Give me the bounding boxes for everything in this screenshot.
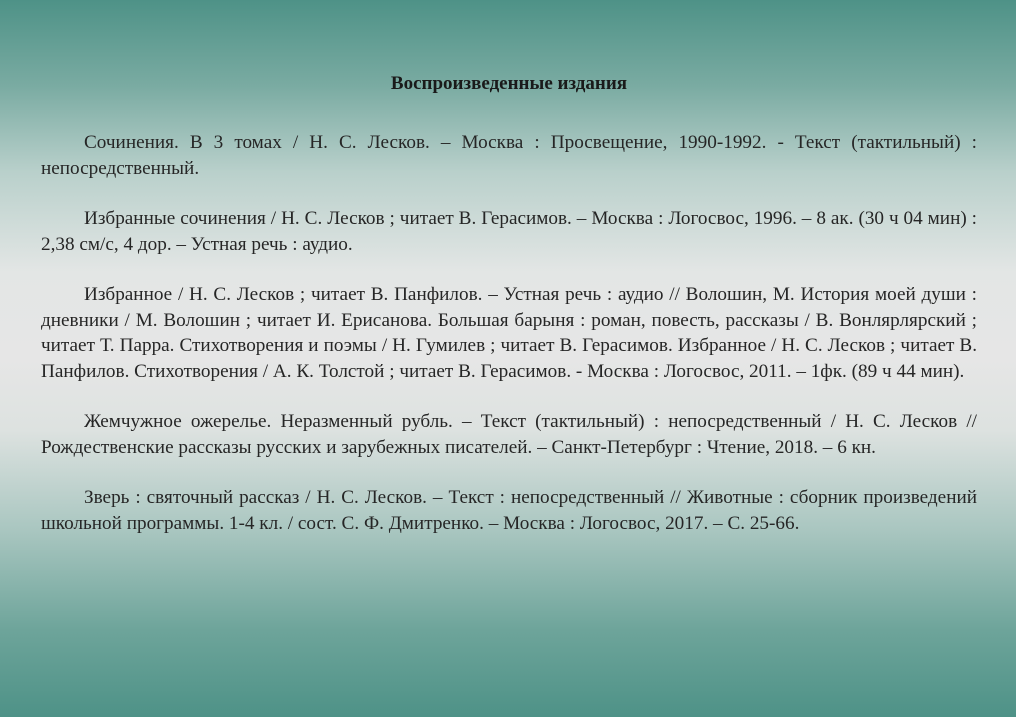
bibliography-entry: Избранное / Н. С. Лесков ; читает В. Панфилов. – Устная речь : аудио // Волошин, М. История моей души : дневники / М. Волошин ; читает И. Ерисанова. Большая барыня : роман, повесть, рассказы / В. Вонлярлярский ; читает Т. Парра. Стихотворения и поэмы / Н. Гумилев ; читает В. Герасимов. Избранное / Н. С. Лесков ; читает В. Панфилов. Стихотворения / А. К. Толстой ; читает В. Герасимов. - Москва : Логосвос, 2011. – 1фк. (89 ч 44 мин). [41,284,977,382]
bibliography-entry: Жемчужное ожерелье. Неразменный рубль. – Текст (тактильный) : непосредственный / Н. С. Лесков // Рождественские рассказы русских и зарубежных писателей. – Санкт-Петербург : Чтение, 2018. – 6 кн. [41,411,977,458]
bibliography-entry: Зверь : святочный рассказ / Н. С. Лесков. – Текст : непосредственный // Животные : сборник произведений школьной программы. 1-4 кл. / сост. С. Ф. Дмитренко. – Москва : Логосвос, 2017. – С. 25-66. [41,487,977,534]
bibliography-entry: Избранные сочинения / Н. С. Лесков ; читает В. Герасимов. – Москва : Логосвос, 1996. – 8 ак. (30 ч 04 мин) : 2,38 см/с, 4 дор. – Устная речь : аудио. [41,208,977,255]
slide-title: Воспроизведенные издания [390,73,628,94]
bibliography-entry: Сочинения. В 3 томах / Н. С. Лесков. – Москва : Просвещение, 1990-1992. - Текст (тактильный) : непосредственный. [41,132,977,179]
slide-content [41,72,977,561]
